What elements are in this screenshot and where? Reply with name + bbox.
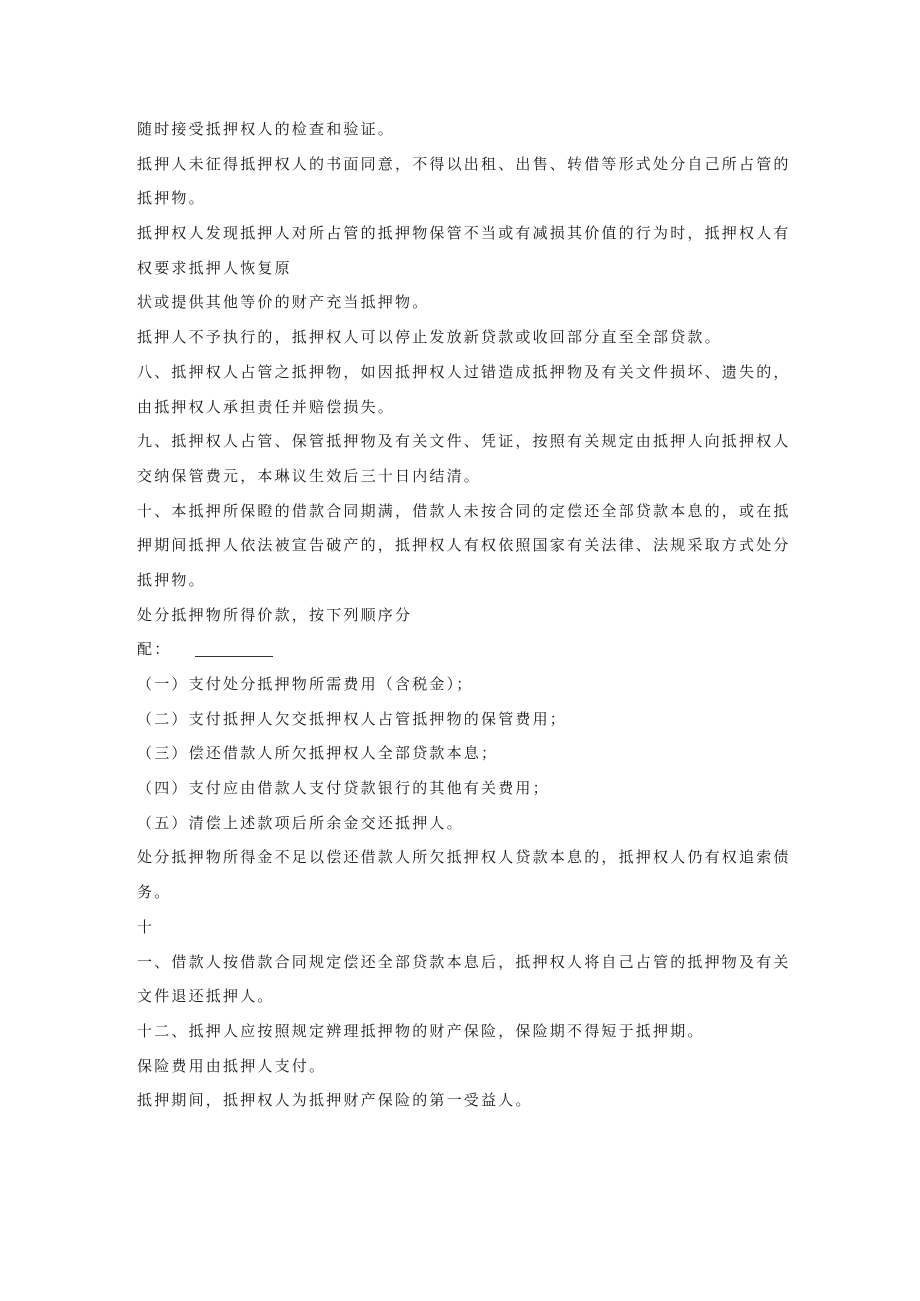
paragraph-line: 抵押期间，抵押权人为抵押财产保险的第一受益人。 <box>137 1091 533 1110</box>
paragraph-line: 状或提供其他等价的财产充当抵押物。 <box>137 293 430 312</box>
paragraph-line: 八、抵押权人占管之抵押物，如因抵押权人过错造成抵押物及有关文件损坏、遗失的， <box>137 362 791 381</box>
paragraph-line: 一、借款人按借款合同规定偿还全部贷款本息后，抵押权人将自己占管的抵押物及有关 <box>137 952 791 971</box>
paragraph-line: 由抵押权人承担责任并赔偿损失。 <box>137 397 396 416</box>
list-item: （一）支付处分抵押物所需费用（含税金）； <box>137 675 474 693</box>
paragraph-line: 十 <box>137 917 155 936</box>
paragraph-line: 押期间抵押人依法被宣告破产的，抵押权人有权依照国家有关法律、法规采取方式处分 <box>137 536 791 555</box>
list-item: （二）支付抵押人欠交抵押权人占管抵押物的保管费用； <box>137 709 568 728</box>
paragraph-line: 处分抵押物所得金不足以偿还借款人所欠抵押权人贷款本息的，抵押权人仍有权追索债 <box>137 848 791 867</box>
allocation-label: 配： <box>137 640 172 659</box>
paragraph-line: 保险费用由抵押人支付。 <box>137 1056 327 1075</box>
paragraph-line: 交纳保管费元，本琳议生效后三十日内结清。 <box>137 466 482 485</box>
paragraph-line: 权要求抵押人恢复原 <box>137 258 292 277</box>
paragraph-line: 随时接受抵押权人的检查和验证。 <box>137 120 396 138</box>
allocation-label-line <box>137 632 797 667</box>
paragraph-line: 抵押物。 <box>137 189 206 208</box>
paragraph-line: 抵押人不予执行的，抵押权人可以停止发放新贷款或收回部分直至全部贷款。 <box>137 328 722 347</box>
paragraph-line: 抵押物。 <box>137 570 206 589</box>
paragraph-line: 十二、抵押人应按照规定辨理抵押物的财产保险，保险期不得短于抵押期。 <box>137 1021 705 1040</box>
paragraph-line: 十、本抵押所保瞪的借款合同期满，借款人未按合同的定偿还全部贷款本息的，或在抵 <box>137 501 791 520</box>
list-item: （四）支付应由借款人支付贷款银行的其他有关费用； <box>137 779 550 798</box>
list-item: （三）偿还借款人所欠抵押权人全部贷款本息； <box>137 744 499 763</box>
document-body <box>137 112 797 1118</box>
paragraph-line: 务。 <box>137 883 172 902</box>
paragraph-line: 九、抵押权人占管、保管抵押物及有关文件、凭证，按照有关规定由抵押人向抵押权人 <box>137 432 791 451</box>
list-item: （五）清偿上述款项后所余金交还抵押人。 <box>137 813 464 832</box>
fill-in-blank <box>195 642 273 657</box>
paragraph-line: 抵押权人发现抵押人对所占管的抵押物保管不当或有减损其价值的行为时，抵押权人有 <box>137 224 791 243</box>
paragraph-line: 处分抵押物所得价款，按下列顺序分 <box>137 605 413 624</box>
paragraph-line: 文件退还抵押人。 <box>137 987 275 1006</box>
paragraph-line: 抵押人未征得抵押权人的书面同意，不得以出租、出售、转借等形式处分自己所占管的 <box>137 154 791 173</box>
